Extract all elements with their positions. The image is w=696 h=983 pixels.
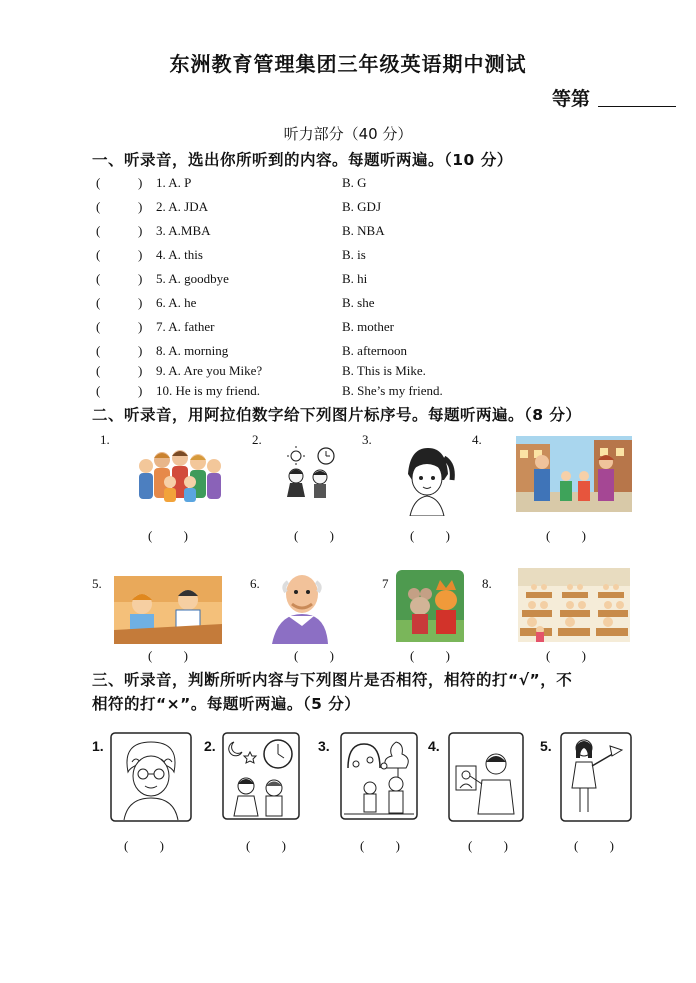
s2-number-1: 1.: [100, 432, 110, 447]
option-a: 4. A. this: [156, 247, 203, 262]
s3-answer-5[interactable]: ( ): [574, 838, 628, 853]
option-b: B. G: [342, 175, 367, 190]
option-a: 2. A. JDA: [156, 199, 209, 214]
s2-number-6: 6.: [250, 576, 260, 591]
answer-paren-open[interactable]: (: [96, 363, 101, 378]
exam-title: 东洲教育管理集团三年级英语期中测试: [169, 52, 527, 76]
option-b: B. GDJ: [342, 199, 382, 214]
answer-paren-close[interactable]: ): [138, 175, 143, 190]
option-a: 7. A. father: [156, 319, 215, 334]
section-3-heading-line-2: 相符的打“×”。每题听两遍。（5 分）: [92, 695, 361, 713]
answer-paren-close[interactable]: ): [138, 319, 143, 334]
section-1-heading: 一、听录音，选出你所听到的内容。每题听两遍。（10 分）: [92, 151, 513, 169]
classroom-picture: [518, 568, 630, 642]
option-a: 1. A. P: [156, 175, 192, 190]
s2-number-8: 8.: [482, 576, 492, 591]
answer-paren-close[interactable]: ): [138, 271, 143, 286]
option-b: B. This is Mike.: [342, 363, 426, 378]
option-b: B. hi: [342, 271, 368, 286]
section-3-heading-line-1: 三、听录音，判断所听内容与下列图片是否相符，相符的打“√”，不: [92, 671, 573, 689]
s3-number-5: 5.: [540, 738, 552, 754]
s2-number-4: 4.: [472, 432, 482, 447]
option-a: 10. He is my friend.: [156, 383, 260, 398]
s2-number-5: 5.: [92, 576, 102, 591]
answer-paren-open[interactable]: (: [96, 383, 101, 398]
answer-paren-close[interactable]: ): [138, 383, 143, 398]
option-a: 9. A. Are you Mike?: [156, 363, 263, 378]
answer-paren-open[interactable]: (: [96, 175, 101, 190]
answer-paren-open[interactable]: (: [96, 295, 101, 310]
s3-number-1: 1.: [92, 738, 104, 754]
s3-answer-1[interactable]: ( ): [124, 838, 178, 853]
girl-boy-clock-picture: [270, 446, 342, 506]
answer-paren-close[interactable]: ): [138, 343, 143, 358]
question-row: [96, 295, 656, 315]
s3-answer-2[interactable]: ( ): [246, 838, 300, 853]
s3-number-4: 4.: [428, 738, 440, 754]
option-b: B. She’s my friend.: [342, 383, 443, 398]
answer-paren-open[interactable]: (: [96, 343, 101, 358]
girl-face-picture: [398, 444, 456, 516]
s2-answer-6[interactable]: ( ): [294, 648, 348, 663]
s3-answer-3[interactable]: ( ): [360, 838, 414, 853]
s2-answer-2[interactable]: ( ): [294, 528, 348, 543]
option-a: 8. A. morning: [156, 343, 229, 358]
question-row: [96, 363, 656, 383]
question-row: [96, 343, 656, 363]
answer-paren-close[interactable]: ): [138, 199, 143, 214]
question-row: [96, 223, 656, 243]
part-label: 听力部分（40 分）: [283, 125, 413, 143]
s2-answer-8[interactable]: ( ): [546, 648, 600, 663]
old-man-picture: [266, 570, 334, 644]
section-2-heading: 二、听录音，用阿拉伯数字给下列图片标序号。每题听两遍。（8 分）: [92, 406, 582, 424]
grandma-face-picture: [110, 732, 192, 822]
answer-paren-open[interactable]: (: [96, 247, 101, 262]
answer-paren-open[interactable]: (: [96, 271, 101, 286]
s2-number-3: 3.: [362, 432, 372, 447]
night-clock-picture: [222, 732, 300, 820]
answer-paren-close[interactable]: ): [138, 223, 143, 238]
option-a: 3. A.MBA: [156, 223, 211, 238]
mouse-cat-picture: [396, 570, 464, 642]
question-row: [96, 175, 656, 195]
grade-label: 等第: [552, 88, 591, 110]
family-street-picture: [516, 436, 632, 512]
question-row: [96, 247, 656, 267]
girl-pointing-picture: [560, 732, 632, 822]
family-group-picture: [130, 444, 226, 504]
answer-paren-close[interactable]: ): [138, 363, 143, 378]
answer-paren-open[interactable]: (: [96, 199, 101, 214]
s2-number-2: 2.: [252, 432, 262, 447]
option-b: B. mother: [342, 319, 394, 334]
s2-answer-3[interactable]: ( ): [410, 528, 464, 543]
answer-paren-open[interactable]: (: [96, 223, 101, 238]
s2-answer-7[interactable]: ( ): [410, 648, 464, 663]
park-picture: [340, 732, 418, 820]
answer-paren-close[interactable]: ): [138, 295, 143, 310]
answer-paren-open[interactable]: (: [96, 319, 101, 334]
option-a: 5. A. goodbye: [156, 271, 229, 286]
option-b: B. is: [342, 247, 366, 262]
answer-paren-close[interactable]: ): [138, 247, 143, 262]
s2-answer-1[interactable]: ( ): [148, 528, 202, 543]
option-b: B. afternoon: [342, 343, 407, 358]
grade-blank[interactable]: [598, 106, 676, 107]
option-b: B. she: [342, 295, 375, 310]
question-row: [96, 199, 656, 219]
s2-answer-4[interactable]: ( ): [546, 528, 600, 543]
option-b: B. NBA: [342, 223, 385, 238]
option-a: 6. A. he: [156, 295, 197, 310]
s3-number-3: 3.: [318, 738, 330, 754]
question-row: [96, 383, 656, 403]
s3-number-2: 2.: [204, 738, 216, 754]
s2-answer-5[interactable]: ( ): [148, 648, 202, 663]
boy-photo-picture: [448, 732, 524, 822]
boys-at-desk-picture: [114, 576, 222, 644]
question-row: [96, 319, 656, 339]
s2-number-7: 7: [382, 576, 389, 591]
s3-answer-4[interactable]: ( ): [468, 838, 522, 853]
question-row: [96, 271, 656, 291]
